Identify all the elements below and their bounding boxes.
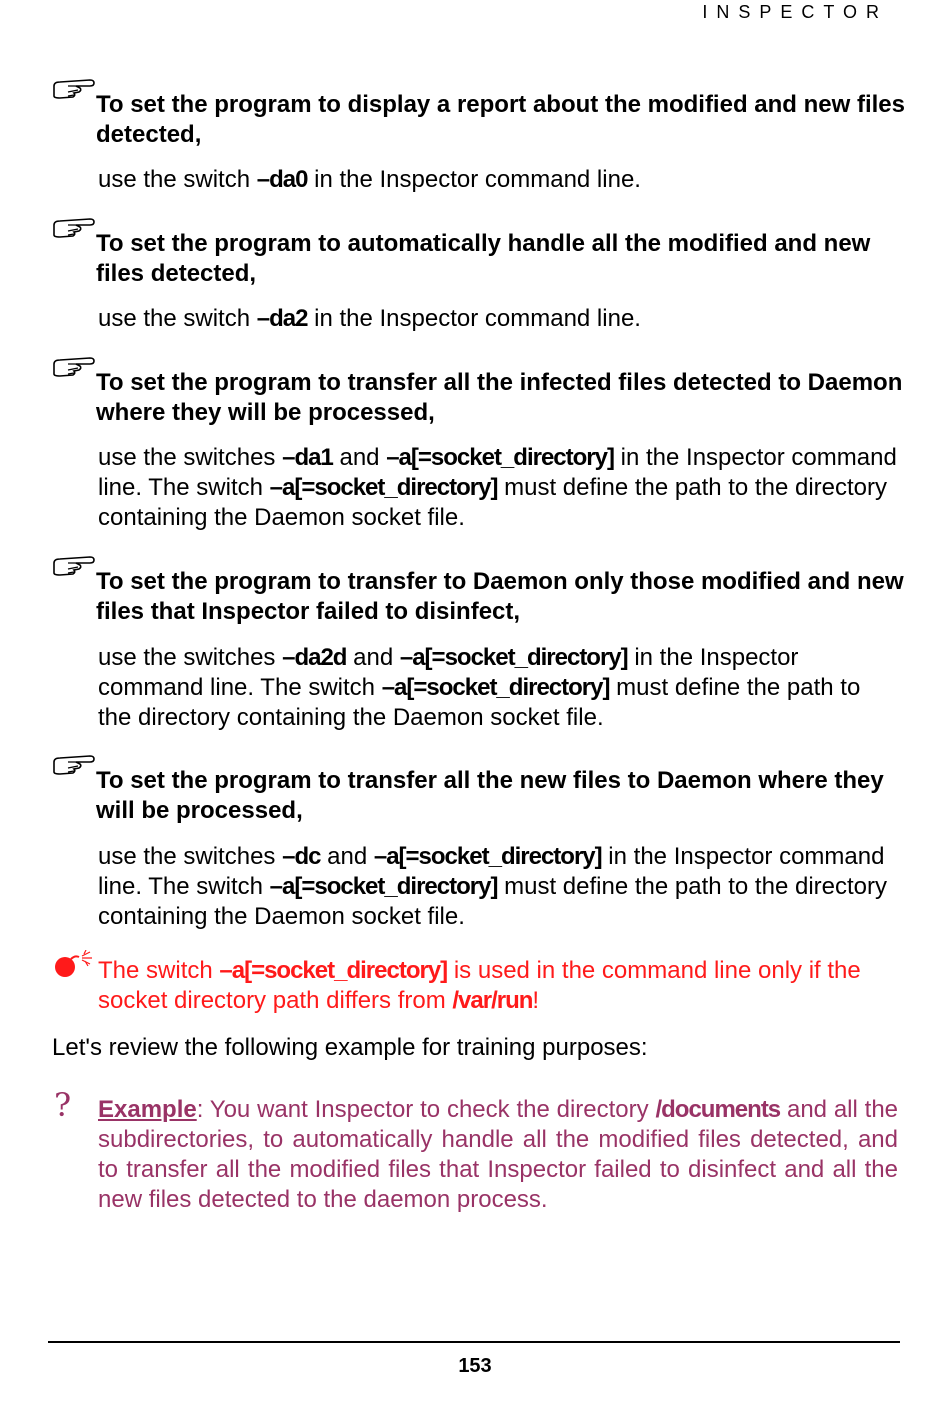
section-body-2 bbox=[98, 304, 898, 334]
pointing-hand-icon bbox=[52, 74, 96, 102]
section-heading: To set the program to automatically handle all the modified and new files detected, bbox=[96, 230, 871, 287]
warning-note bbox=[98, 956, 898, 1016]
switch-socket-directory: –a[=socket_directory] bbox=[399, 644, 628, 671]
pointing-hand-icon bbox=[52, 352, 96, 380]
page-number: 153 bbox=[458, 1355, 492, 1377]
switch-da2: –da2 bbox=[256, 305, 308, 332]
pointing-hand-icon bbox=[52, 213, 96, 241]
path-documents: /documents bbox=[655, 1096, 781, 1123]
bomb-icon bbox=[52, 950, 96, 978]
example-text: and all the subdirectories, to automatically handle all the modified files detected, and to transfer all the modified files that Inspector failed to disinfect and all the new files detected to the daemon process. bbox=[98, 1096, 899, 1213]
section-heading: To set the program to transfer all the new files to Daemon where they will be processed, bbox=[96, 767, 884, 824]
body-text: and bbox=[320, 843, 374, 870]
body-text: must define the path to the directory containing the Daemon socket file. bbox=[98, 474, 887, 531]
body-text: in the Inspector command line. The switch bbox=[98, 644, 799, 701]
body-text: in the Inspector command line. The switch bbox=[98, 444, 897, 501]
running-header: INSPECTOR bbox=[702, 2, 888, 22]
body-text: in the Inspector command line. The switch bbox=[98, 843, 885, 900]
section-body-5 bbox=[98, 842, 898, 932]
section-heading: To set the program to transfer to Daemon only those modified and new files that Inspector failed to disinfect, bbox=[96, 568, 904, 625]
switch-socket-directory: –a[=socket_directory] bbox=[219, 957, 448, 984]
switch-da0: –da0 bbox=[256, 166, 308, 193]
body-text: in the Inspector command line. bbox=[307, 166, 641, 193]
switch-da2d: –da2d bbox=[282, 644, 347, 671]
intro-text: Let's review the following example for training purposes: bbox=[52, 1034, 648, 1061]
body-text: must define the path to the directory containing the Daemon socket file. bbox=[98, 674, 861, 731]
example-block bbox=[98, 1095, 898, 1215]
example-label: Example bbox=[98, 1096, 197, 1123]
switch-da1: –da1 bbox=[282, 444, 333, 471]
example-text: : You want Inspector to check the directory bbox=[196, 1096, 656, 1123]
body-text: use the switches bbox=[98, 644, 283, 671]
instruction-section-3 bbox=[52, 368, 912, 428]
body-text: in the Inspector command line. bbox=[307, 305, 641, 332]
note-text: ! bbox=[532, 987, 540, 1014]
switch-dc: –dc bbox=[282, 843, 321, 870]
note-text: The switch bbox=[98, 957, 220, 984]
switch-socket-directory: –a[=socket_directory] bbox=[269, 474, 498, 501]
body-text: use the switches bbox=[98, 444, 283, 471]
note-text: is used in the command line only if the socket directory path differs from bbox=[98, 957, 861, 1014]
pointing-hand-icon bbox=[52, 551, 96, 579]
section-heading: To set the program to display a report about the modified and new files detected, bbox=[96, 91, 905, 148]
body-text: and bbox=[332, 444, 387, 471]
question-mark-icon: ? bbox=[54, 1086, 72, 1124]
footer-rule bbox=[48, 1341, 900, 1343]
switch-socket-directory: –a[=socket_directory] bbox=[269, 873, 498, 900]
section-body-1 bbox=[98, 165, 898, 195]
instruction-section-1 bbox=[52, 90, 912, 150]
instruction-section-2 bbox=[52, 229, 912, 289]
path-var-run: /var/run bbox=[452, 987, 533, 1014]
body-text: must define the path to the directory containing the Daemon socket file. bbox=[98, 873, 887, 930]
instruction-section-5 bbox=[52, 766, 912, 826]
switch-socket-directory: –a[=socket_directory] bbox=[373, 843, 602, 870]
body-text: use the switch bbox=[98, 305, 257, 332]
switch-socket-directory: –a[=socket_directory] bbox=[381, 674, 610, 701]
body-text: and bbox=[346, 644, 400, 671]
instruction-section-4 bbox=[52, 567, 912, 627]
body-text: use the switches bbox=[98, 843, 283, 870]
section-body-4 bbox=[98, 643, 898, 733]
body-text: use the switch bbox=[98, 166, 257, 193]
switch-socket-directory: –a[=socket_directory] bbox=[386, 444, 614, 471]
pointing-hand-icon bbox=[52, 750, 96, 778]
section-heading: To set the program to transfer all the infected files detected to Daemon where they will be processed, bbox=[96, 369, 903, 426]
section-body-3 bbox=[98, 443, 898, 533]
